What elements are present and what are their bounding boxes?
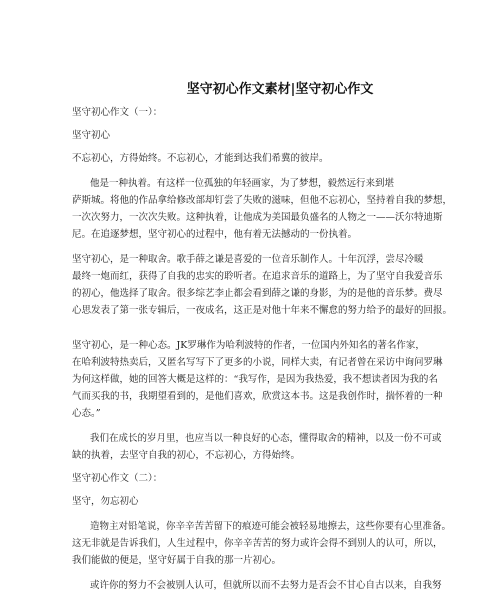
document-title: 坚守初心作文素材|坚守初心作文 — [186, 82, 374, 97]
paragraph — [72, 337, 443, 422]
section-heading: 坚守初心作文（一）： — [72, 107, 163, 118]
document-body — [72, 104, 453, 594]
paragraph — [72, 175, 453, 243]
lead-sentence: 不忘初心，方得始终。不忘初心，才能到达我们希冀的彼岸。 — [72, 153, 329, 164]
paragraph-line: 心态。” — [72, 408, 101, 419]
section-subheading: 坚守初心 — [72, 130, 111, 141]
section-heading: 坚守初心作文（二）： — [72, 473, 163, 484]
paragraph-line: 坚守初心，是一种心态。JK罗琳作为哈利波特的作者，一位国内外知名的著名作家， — [72, 340, 425, 351]
paragraph-line: 在哈利波特热卖后，又匿名写写下了更多的小说，同样大卖，有记者曾在采访中询问罗琳 — [72, 357, 443, 368]
paragraph-line: 我们在成长的岁月里，也应当以一种良好的心态，懂得取舍的精神，以及一份不可或 — [90, 433, 442, 444]
paragraph-line: 我们能做的便是，坚守好属于自我的那一片初心。 — [72, 555, 282, 566]
paragraph-line: 萨斯城。将他的作品拿给修改部却钉尝了失败的滋味，但他不忘初心，坚持着自我的梦想， — [72, 195, 453, 206]
paragraph-line: 坚守初心，是一种取舍。歌手薛之谦是喜爱的一位音乐制作人。十年沉浮，尝尽冷暖 — [72, 254, 424, 265]
paragraph-line: 一次次努力，一次次失败。这种执着，让他成为美国最负盛名的人物之一——沃尔特迪斯 — [72, 212, 443, 223]
paragraph-line: 缺的执着，去坚守自我的初心，不忘初心，方得始终。 — [72, 450, 301, 461]
paragraph-line: 为何这样做，她的回答大概是这样的：“我写作，是因为我热爱，我不想读者因为我的名 — [72, 374, 438, 385]
paragraph-line: 的初心，他选择了取舍。很多综艺李止都会看到薛之谦的身影，为的是他的音乐梦。费尽 — [72, 288, 443, 299]
paragraph-line: 造物主对铅笔说，你辛辛苦苦留下的痕迹可能会被轻易地擦去，这些你要有心里准备。 — [90, 521, 452, 532]
section-subheading: 坚守，勿忘初心 — [72, 496, 139, 507]
paragraph — [72, 251, 453, 319]
paragraph — [72, 430, 442, 464]
paragraph-line: 尼。在追逐梦想，坚守初心的过程中，他有着无法撼动的一份执着。 — [72, 229, 358, 240]
paragraph — [72, 577, 442, 594]
paragraph — [72, 518, 452, 569]
paragraph-line: 或许你的努力不会被别人认可，但就所以而不去努力是否会不甘心自古以来，自我努 — [90, 580, 442, 591]
paragraph-line: 他是一种执着。有这样一位孤独的年轻画家，为了梦想，毅然远行来到堪 — [90, 178, 395, 189]
paragraph-line: 最终一炮而红，获得了自我的忠实的聆听者。在追求音乐的道路上，为了坚守自我爱音乐 — [72, 271, 443, 282]
paragraph-line: 这无非就是告诉我们，人生过程中，你辛辛苦苦的努力或许会得不到别人的认可，所以， — [72, 538, 443, 549]
paragraph-line: 心思发表了第一张专辑后，一夜成名，这正是对他十年来不懈怠的努力给予的最好的回报。 — [72, 305, 453, 316]
paragraph-line: 气而买我的书，我期望看到的，是他们喜欢，欣赏这本书。这是我创作时，揣怀着的一种 — [72, 391, 443, 402]
